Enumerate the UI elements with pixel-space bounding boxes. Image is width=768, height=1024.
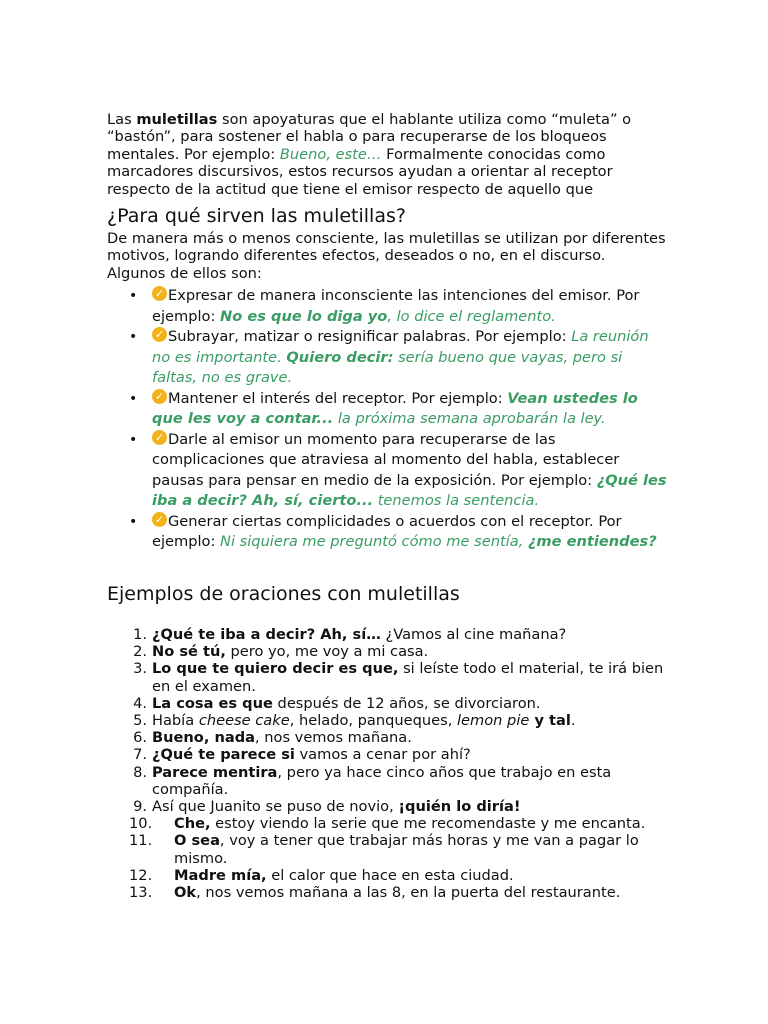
item-text: pero yo, me voy a mi casa. xyxy=(225,643,429,661)
item-text: Expresar de manera inconsciente las intenciones del emisor. Por ejemplo: xyxy=(152,287,640,325)
item-example-bold: Quiero decir: xyxy=(286,348,394,366)
item-muletilla: ¿Qué te iba a decir? Ah, sí… xyxy=(152,626,381,643)
list-item xyxy=(107,712,667,729)
item-text: Subrayar, matizar o resignificar palabras. Por ejemplo: xyxy=(168,328,572,345)
bullet-marker: • xyxy=(129,390,138,407)
section-heading-purpose: ¿Para qué sirven las muletillas? xyxy=(107,205,406,227)
list-item xyxy=(107,815,667,832)
item-example-bold: ¿me entiendes? xyxy=(527,533,657,550)
item-text: Darle al emisor un momento para recuperarse de las complicaciones que atraviesa al momento del habla, establecer pausas para pensar en medio de la exposición. Por ejemplo: xyxy=(152,430,620,489)
item-text: estoy viendo la serie que me recomendaste y me encanta. xyxy=(210,815,646,833)
intro-text-end: Formalmente conocidas como marcadores discursivos, estos recursos ayudan a orientar al receptor respecto de la actitud que tiene el emisor respecto de aquello que xyxy=(107,145,613,198)
item-number: 5. xyxy=(133,712,147,730)
check-circle-icon: ✓ xyxy=(152,286,167,301)
item-number: 1. xyxy=(133,626,147,643)
item-number: 4. xyxy=(133,694,147,712)
item-muletilla: Ok xyxy=(174,884,197,902)
check-circle-icon: ✓ xyxy=(152,512,167,527)
list-item xyxy=(107,746,667,763)
item-number: 11. xyxy=(129,832,153,850)
item-text: , pero ya hace cinco años que trabajo en esta compañía. xyxy=(152,763,612,798)
section-heading-examples: Ejemplos de oraciones con muletillas xyxy=(107,583,460,605)
item-example: La reunión no es importante. xyxy=(152,328,649,366)
item-text: . xyxy=(570,712,576,730)
examples-numbered-list xyxy=(107,626,667,901)
purpose-bullet-list xyxy=(107,286,667,553)
item-number: 9. xyxy=(133,798,147,816)
item-muletilla: No sé tú, xyxy=(152,643,226,661)
item-muletilla: ¿Qué te parece si xyxy=(152,746,295,764)
check-circle-icon: ✓ xyxy=(152,327,167,342)
item-number: 3. xyxy=(133,660,147,678)
item-example-bold: Vean ustedes lo que les voy a contar... xyxy=(152,389,638,427)
item-muletilla: y tal xyxy=(529,712,571,730)
item-text: , nos vemos mañana a las 8, en la puerta del restaurante. xyxy=(196,884,621,902)
item-example: la próxima semana aprobarán la ley. xyxy=(333,410,606,427)
item-text: ¿Vamos al cine mañana? xyxy=(380,626,567,643)
list-item xyxy=(107,867,667,884)
bullet-marker: • xyxy=(129,513,138,530)
list-item xyxy=(107,643,667,660)
item-number: 10. xyxy=(129,815,153,833)
list-item xyxy=(107,512,667,553)
item-muletilla: Madre mía, xyxy=(174,866,267,884)
item-text: si leíste todo el material, te irá bien en el examen. xyxy=(152,660,664,695)
item-example: tenemos la sentencia. xyxy=(373,492,540,509)
check-circle-icon: ✓ xyxy=(152,389,167,404)
item-text: Mantener el interés del receptor. Por ejemplo: xyxy=(168,389,508,407)
intro-paragraph xyxy=(107,111,667,198)
list-item xyxy=(107,626,667,643)
item-example: Ni siquiera me preguntó cómo me sentía, xyxy=(220,533,528,550)
item-muletilla: Lo que te quiero decir es que, xyxy=(152,660,399,678)
list-item xyxy=(107,695,667,712)
item-muletilla: La cosa es que xyxy=(152,694,273,712)
list-item xyxy=(107,884,667,901)
item-example-bold: No es que lo diga yo xyxy=(220,307,388,325)
item-number: 2. xyxy=(133,643,147,661)
item-text: , helado, panqueques, xyxy=(289,712,457,730)
item-text: vamos a cenar por ahí? xyxy=(294,746,471,764)
item-example: sería bueno que vayas, pero si faltas, no es grave. xyxy=(152,348,623,386)
item-text: , nos vemos mañana. xyxy=(254,729,412,747)
item-muletilla: Parece mentira xyxy=(152,763,278,781)
item-muletilla: O sea xyxy=(174,832,220,850)
item-number: 12. xyxy=(129,866,153,884)
list-item xyxy=(107,798,667,815)
intro-text-middle: son apoyaturas que el hablante utiliza como “muleta” o “bastón”, para sostener el habla o para recuperarse de los bloqueos mentales. Por ejemplo: xyxy=(107,111,632,163)
bullet-marker: • xyxy=(129,431,138,448)
item-muletilla: ¡quién lo diría! xyxy=(398,798,521,816)
intro-term: muletillas xyxy=(136,111,218,128)
bullet-marker: • xyxy=(129,329,138,345)
list-item xyxy=(107,389,667,430)
intro-text-start: Las xyxy=(107,111,137,128)
list-item xyxy=(107,764,667,798)
list-item xyxy=(107,430,667,512)
item-number: 13. xyxy=(129,884,153,902)
item-text: Generar ciertas complicidades o acuerdos con el receptor. Por ejemplo: xyxy=(152,512,622,550)
item-number: 8. xyxy=(133,763,147,781)
item-number: 7. xyxy=(133,746,147,764)
list-item xyxy=(107,660,667,694)
item-text: Había xyxy=(152,712,199,730)
item-italic: lemon pie xyxy=(456,712,530,730)
item-example: , lo dice el reglamento. xyxy=(387,307,556,325)
item-text: , voy a tener que trabajar más horas y me van a pagar lo mismo. xyxy=(174,832,639,867)
check-circle-icon: ✓ xyxy=(152,430,167,445)
item-muletilla: Bueno, nada xyxy=(152,729,255,747)
item-muletilla: Che, xyxy=(174,815,211,833)
item-text: después de 12 años, se divorciaron. xyxy=(272,694,541,712)
list-item xyxy=(107,729,667,746)
item-text: el calor que hace en esta ciudad. xyxy=(266,866,514,884)
list-item xyxy=(107,832,667,866)
list-item xyxy=(107,327,667,389)
section-lead-paragraph: De manera más o menos consciente, las muletillas se utilizan por diferentes motivos, logrando diferentes efectos, deseados o no, en el discurso. Algunos de ellos son: xyxy=(107,230,666,282)
item-text: Así que Juanito se puso de novio, xyxy=(152,798,399,816)
bullet-marker: • xyxy=(129,288,138,304)
item-example-bold: ¿Qué les iba a decir? Ah, sí, cierto... xyxy=(152,471,667,509)
item-number: 6. xyxy=(133,729,147,747)
list-item xyxy=(107,286,667,327)
item-italic: cheese cake xyxy=(198,712,290,730)
intro-example: Bueno, este… xyxy=(279,145,382,163)
